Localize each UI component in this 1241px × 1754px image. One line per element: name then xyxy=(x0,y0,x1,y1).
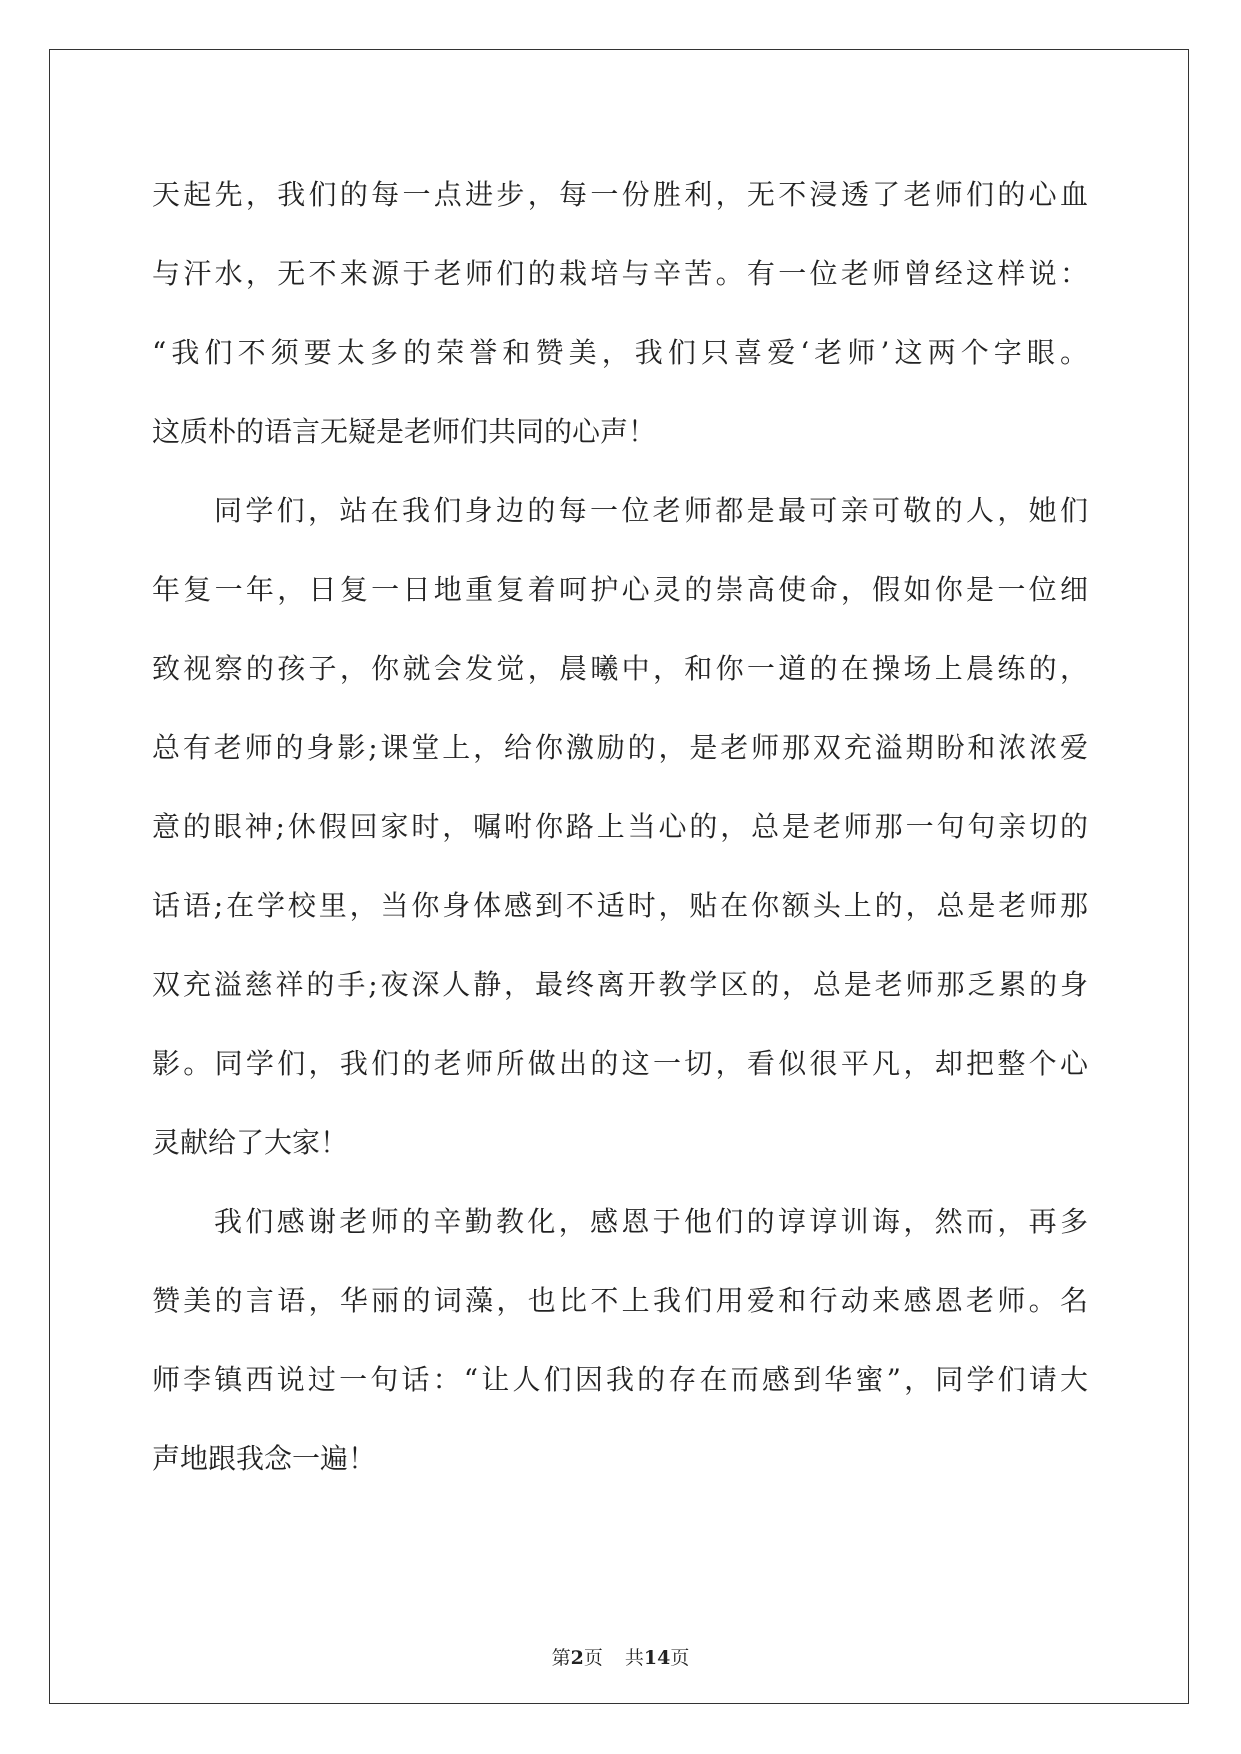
total-prefix: 共 xyxy=(624,1647,644,1669)
text-line: 致视察的孩子，你就会发觉，晨曦中，和你一道的在操场上晨练的， xyxy=(152,652,1088,685)
text-line: 与汗水，无不来源于老师们的栽培与辛苦。有一位老师曾经这样说： xyxy=(152,257,1088,290)
document-body xyxy=(152,155,1088,1498)
page-footer xyxy=(0,1643,1241,1670)
text-line: 总有老师的身影;课堂上，给你激励的，是老师那双充溢期盼和浓浓爱 xyxy=(152,731,1088,764)
text-line: 灵献给了大家！ xyxy=(152,1126,349,1159)
text-line: 我们感谢老师的辛勤教化，感恩于他们的谆谆训诲，然而，再多 xyxy=(214,1205,1088,1238)
text-line: 话语;在学校里，当你身体感到不适时，贴在你额头上的，总是老师那 xyxy=(152,889,1088,922)
text-line: “我们不须要太多的荣誉和赞美，我们只喜爱‘老师’这两个字眼。 xyxy=(152,336,1088,369)
text-line: 双充溢慈祥的手;夜深人静，最终离开教学区的，总是老师那乏累的身 xyxy=(152,968,1088,1001)
text-line: 这质朴的语言无疑是老师们共同的心声！ xyxy=(152,415,657,448)
text-line: 影。同学们，我们的老师所做出的这一切，看似很平凡，却把整个心 xyxy=(152,1047,1088,1080)
text-line: 声地跟我念一遍！ xyxy=(152,1442,377,1475)
text-line: 年复一年，日复一日地重复着呵护心灵的崇高使命，假如你是一位细 xyxy=(152,573,1088,606)
text-line: 意的眼神;休假回家时，嘱咐你路上当心的，总是老师那一句句亲切的 xyxy=(152,810,1088,843)
text-line: 师李镇西说过一句话：“让人们因我的存在而感到华蜜”，同学们请大 xyxy=(152,1363,1088,1396)
page-prefix: 第 xyxy=(551,1647,571,1669)
text-line: 天起先，我们的每一点进步，每一份胜利，无不浸透了老师们的心血 xyxy=(152,178,1088,211)
page-suffix: 页 xyxy=(583,1647,603,1669)
page-number: 2 xyxy=(570,1647,584,1669)
text-line: 同学们，站在我们身边的每一位老师都是最可亲可敬的人，她们 xyxy=(214,494,1088,527)
total-pages: 14 xyxy=(643,1647,671,1669)
text-line: 赞美的言语，华丽的词藻，也比不上我们用爱和行动来感恩老师。名 xyxy=(152,1284,1088,1317)
total-suffix: 页 xyxy=(670,1647,690,1669)
